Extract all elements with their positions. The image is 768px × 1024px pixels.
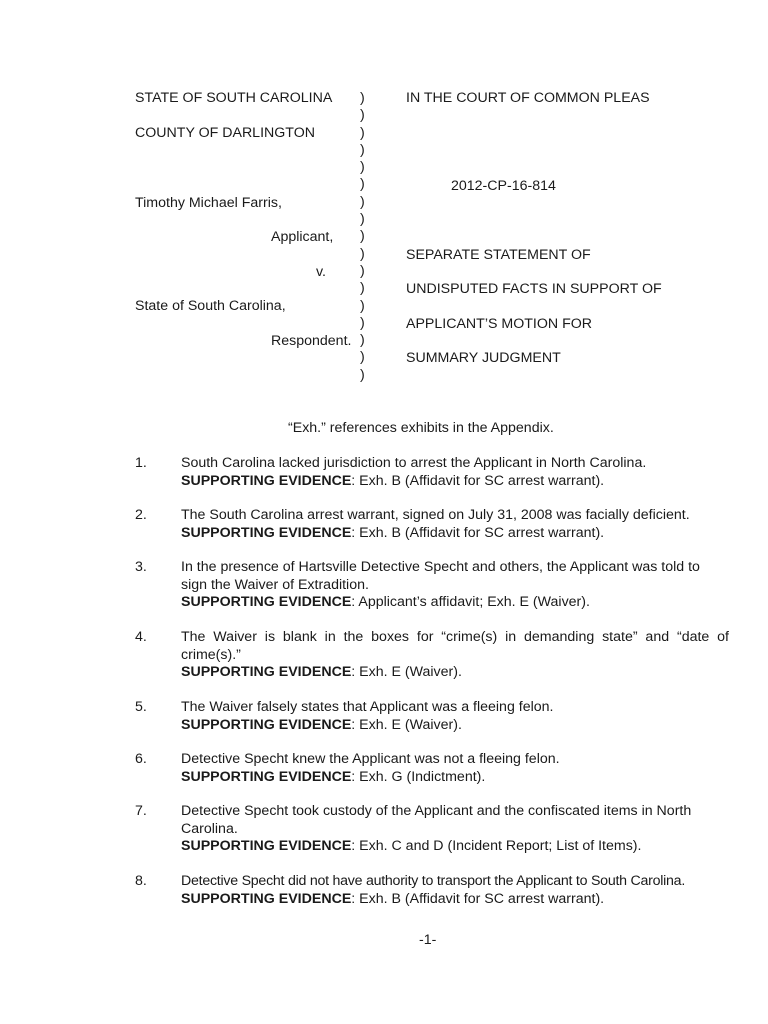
evidence-detail: : Exh. E (Waiver). <box>351 716 462 733</box>
paren: ) <box>360 141 365 158</box>
evidence-detail: : Exh. B (Affidavit for SC arrest warrant). <box>351 524 605 541</box>
paren: ) <box>360 262 365 279</box>
paren: ) <box>360 332 365 349</box>
evidence-detail: : Exh. G (Indictment). <box>351 768 486 785</box>
respondent-name: State of South Carolina, <box>135 298 286 314</box>
fact-number: 2. <box>135 507 147 523</box>
fact-body <box>181 751 729 786</box>
evidence-label: SUPPORTING EVIDENCE <box>181 838 352 854</box>
fact-number: 8. <box>135 873 147 889</box>
paren: ) <box>360 176 365 193</box>
caption-county: COUNTY OF DARLINGTON <box>135 125 315 141</box>
versus: v. <box>316 264 326 280</box>
paren: ) <box>360 228 365 245</box>
fact-body <box>181 629 729 682</box>
paren: ) <box>360 366 365 383</box>
fact-text: South Carolina lacked jurisdiction to arrest the Applicant in North Carolina. <box>181 455 647 471</box>
paren: ) <box>360 245 365 262</box>
fact-evidence <box>181 717 729 735</box>
fact-evidence <box>181 525 729 543</box>
paren: ) <box>360 349 365 366</box>
fact-text: The South Carolina arrest warrant, signed on July 31, 2008 was facially deficient. <box>181 507 690 523</box>
fact-number: 7. <box>135 803 147 819</box>
document-title-line: SUMMARY JUDGMENT <box>406 350 561 366</box>
fact-body <box>181 559 729 612</box>
fact-text: The Waiver falsely states that Applicant was a fleeing felon. <box>181 699 554 715</box>
paren: ) <box>360 211 365 228</box>
evidence-detail: : Exh. E (Waiver). <box>351 664 462 680</box>
fact-evidence <box>181 473 729 491</box>
paren: ) <box>360 193 365 210</box>
evidence-label: SUPPORTING EVIDENCE <box>181 472 352 489</box>
caption-state: STATE OF SOUTH CAROLINA <box>135 90 333 106</box>
fact-number: 3. <box>135 559 147 575</box>
evidence-label: SUPPORTING EVIDENCE <box>181 768 352 785</box>
intro-note: “Exh.” references exhibits in the Appendix. <box>288 420 554 436</box>
applicant-name: Timothy Michael Farris, <box>135 195 282 211</box>
fact-text: The Waiver is blank in the boxes for “crime(s) in demanding state” and “date of crime(s).” <box>181 629 729 663</box>
fact-number: 4. <box>135 629 147 645</box>
fact-evidence <box>181 838 729 856</box>
paren: ) <box>360 159 365 176</box>
document-title-line: SEPARATE STATEMENT OF <box>406 247 591 263</box>
fact-evidence <box>181 594 729 612</box>
paren: ) <box>360 280 365 297</box>
fact-text: Detective Specht took custody of the Applicant and the confiscated items in North Carolina. <box>181 803 692 837</box>
evidence-label: SUPPORTING EVIDENCE <box>181 716 352 733</box>
fact-text: In the presence of Hartsville Detective Specht and others, the Applicant was told to sign the Waiver of Extradition. <box>181 559 700 593</box>
fact-text: Detective Specht did not have authority to transport the Applicant to South Carolina. <box>181 873 686 889</box>
evidence-label: SUPPORTING EVIDENCE <box>181 890 352 907</box>
fact-number: 5. <box>135 699 147 715</box>
paren: ) <box>360 90 365 106</box>
caption-paren-column <box>360 90 365 384</box>
respondent-role: Respondent. <box>271 333 352 349</box>
fact-body <box>181 455 729 490</box>
fact-number: 1. <box>135 455 147 471</box>
paren: ) <box>360 297 365 314</box>
fact-evidence <box>181 891 729 909</box>
fact-number: 6. <box>135 751 147 767</box>
fact-body <box>181 699 729 734</box>
fact-body <box>181 803 729 856</box>
court-name: IN THE COURT OF COMMON PLEAS <box>406 90 650 106</box>
fact-text: Detective Specht knew the Applicant was not a fleeing felon. <box>181 751 560 767</box>
evidence-label: SUPPORTING EVIDENCE <box>181 664 352 680</box>
fact-evidence <box>181 664 729 682</box>
paren: ) <box>360 314 365 331</box>
document-title-line: UNDISPUTED FACTS IN SUPPORT OF <box>406 281 662 297</box>
applicant-role: Applicant, <box>271 229 334 245</box>
paren: ) <box>360 124 365 141</box>
page-number: -1- <box>419 932 437 948</box>
fact-body <box>181 873 729 908</box>
evidence-label: SUPPORTING EVIDENCE <box>181 524 352 541</box>
evidence-detail: : Applicant’s affidavit; Exh. E (Waiver). <box>351 594 590 610</box>
paren: ) <box>360 107 365 124</box>
evidence-detail: : Exh. B (Affidavit for SC arrest warrant). <box>351 472 605 489</box>
fact-body <box>181 507 729 542</box>
fact-evidence <box>181 769 729 787</box>
case-number: 2012-CP-16-814 <box>451 178 556 194</box>
document-title-line: APPLICANT’S MOTION FOR <box>406 316 593 332</box>
evidence-detail: : Exh. C and D (Incident Report; List of Items). <box>351 838 642 854</box>
evidence-detail: : Exh. B (Affidavit for SC arrest warrant). <box>351 890 605 907</box>
evidence-label: SUPPORTING EVIDENCE <box>181 594 352 610</box>
